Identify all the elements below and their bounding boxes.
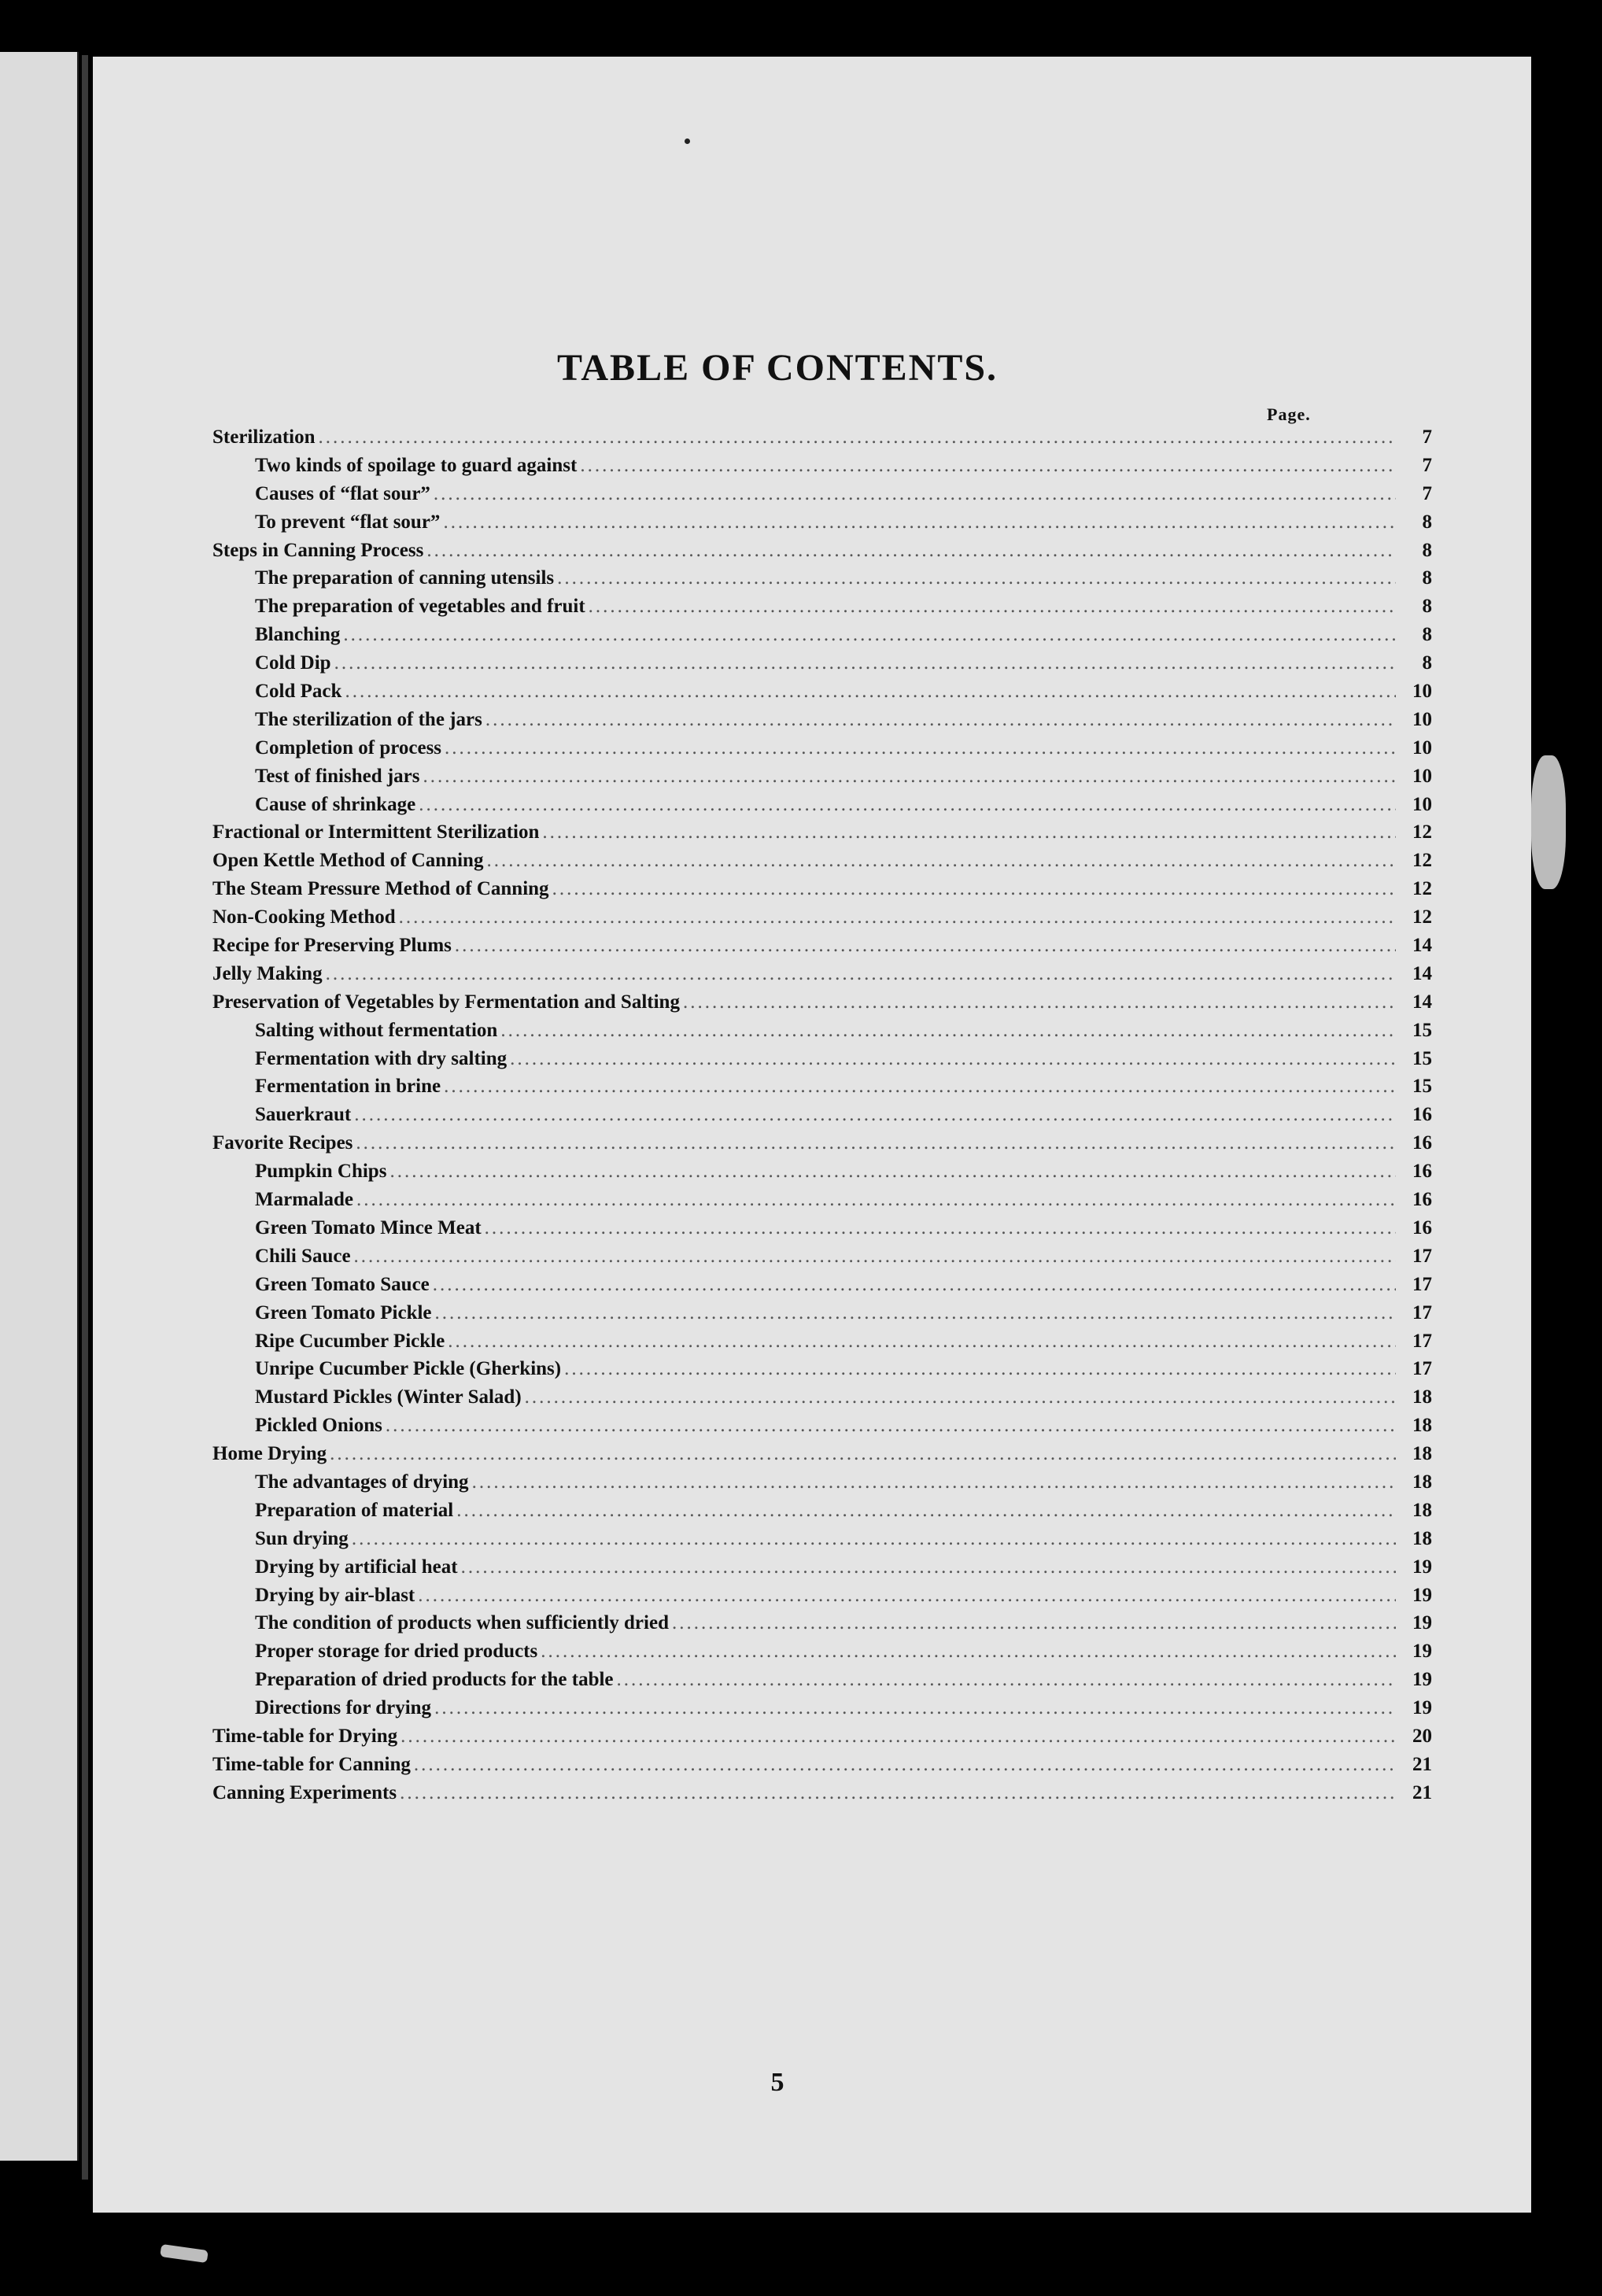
toc-entry bbox=[212, 1072, 1432, 1101]
toc-entry bbox=[212, 1129, 1432, 1157]
dot-leader bbox=[589, 592, 1396, 621]
dot-leader bbox=[433, 1271, 1396, 1299]
toc-entry-page: 17 bbox=[1412, 1273, 1432, 1295]
toc-entry-page: 17 bbox=[1412, 1330, 1432, 1352]
toc-entry bbox=[212, 1242, 1432, 1271]
toc-entry bbox=[212, 1271, 1432, 1299]
toc-entry-label: Two kinds of spoilage to guard against bbox=[255, 454, 578, 476]
toc-entry bbox=[212, 649, 1432, 677]
toc-entry-page: 8 bbox=[1422, 652, 1432, 674]
toc-entry bbox=[212, 1045, 1432, 1073]
toc-entry-page: 8 bbox=[1422, 596, 1432, 618]
toc-entry-page: 19 bbox=[1412, 1556, 1432, 1578]
toc-entry-page: 10 bbox=[1412, 765, 1432, 787]
toc-entry bbox=[212, 734, 1432, 762]
toc-entry-label: Pumpkin Chips bbox=[255, 1161, 387, 1183]
page-title: TABLE OF CONTENTS. bbox=[556, 347, 998, 389]
dot-leader bbox=[434, 1694, 1396, 1722]
toc-entry-page: 14 bbox=[1412, 991, 1432, 1013]
toc-entry bbox=[212, 1383, 1432, 1412]
toc-entry-page: 7 bbox=[1422, 454, 1432, 476]
toc-entry-label: Open Kettle Method of Canning bbox=[212, 850, 484, 872]
toc-entry-label: Fermentation with dry salting bbox=[255, 1047, 508, 1069]
toc-entry bbox=[212, 791, 1432, 819]
toc-entry bbox=[212, 537, 1432, 565]
toc-entry bbox=[212, 1101, 1432, 1129]
dot-leader bbox=[541, 1637, 1396, 1666]
toc-entry bbox=[212, 592, 1432, 621]
toc-entry bbox=[212, 621, 1432, 649]
toc-entry bbox=[212, 1779, 1432, 1807]
toc-entry-label: Cold Dip bbox=[255, 652, 331, 674]
dot-leader bbox=[557, 564, 1396, 592]
paper-stain bbox=[1531, 755, 1566, 889]
dot-leader bbox=[500, 1017, 1396, 1045]
toc-entry-page: 15 bbox=[1412, 1019, 1432, 1041]
toc-entry bbox=[212, 1017, 1432, 1045]
toc-entry-page: 16 bbox=[1412, 1104, 1432, 1126]
toc-entry-page: 12 bbox=[1412, 906, 1432, 928]
dot-leader bbox=[423, 762, 1396, 791]
toc-entry-label: Green Tomato Pickle bbox=[255, 1301, 432, 1323]
toc-entry bbox=[212, 1355, 1432, 1383]
dot-leader bbox=[389, 1157, 1396, 1186]
toc-entry-page: 15 bbox=[1412, 1076, 1432, 1098]
dot-leader bbox=[400, 1779, 1396, 1807]
dot-leader bbox=[617, 1666, 1396, 1694]
dot-leader bbox=[448, 1327, 1396, 1356]
toc-entry-page: 16 bbox=[1412, 1216, 1432, 1238]
toc-entry-page: 18 bbox=[1412, 1499, 1432, 1521]
toc-entry-page: 12 bbox=[1412, 878, 1432, 900]
dot-leader bbox=[434, 480, 1396, 508]
dot-leader bbox=[455, 932, 1396, 960]
toc-entry bbox=[212, 932, 1432, 960]
toc-entry bbox=[212, 1666, 1432, 1694]
toc-entry-page: 8 bbox=[1422, 539, 1432, 561]
toc-entry bbox=[212, 508, 1432, 537]
dot-leader bbox=[444, 1072, 1396, 1101]
toc-entry-page: 14 bbox=[1412, 962, 1432, 984]
toc-entry bbox=[212, 452, 1432, 480]
toc-entry bbox=[212, 1327, 1432, 1356]
toc-entry-label: Sterilization bbox=[212, 426, 316, 448]
dot-leader bbox=[356, 1186, 1396, 1214]
toc-entry-label: Preparation of dried products for the table bbox=[255, 1669, 614, 1691]
toc-entry bbox=[212, 1412, 1432, 1440]
toc-entry-page: 18 bbox=[1412, 1527, 1432, 1549]
dot-leader bbox=[472, 1468, 1396, 1497]
dot-leader bbox=[343, 621, 1396, 649]
dot-leader bbox=[485, 1214, 1396, 1242]
toc-entry bbox=[212, 480, 1432, 508]
toc-entry bbox=[212, 960, 1432, 988]
ink-speck bbox=[685, 138, 690, 144]
dot-leader bbox=[672, 1609, 1396, 1637]
toc-entry bbox=[212, 1582, 1432, 1610]
toc-entry-page: 18 bbox=[1412, 1443, 1432, 1465]
toc-entry bbox=[212, 1214, 1432, 1242]
toc-entry-label: Favorite Recipes bbox=[212, 1132, 353, 1154]
toc-entry-label: Time-table for Canning bbox=[212, 1753, 411, 1775]
facing-page-edge bbox=[0, 52, 79, 2161]
toc-entry-label: Drying by air-blast bbox=[255, 1584, 415, 1606]
toc-entry-label: Fractional or Intermittent Sterilization bbox=[212, 821, 540, 843]
toc-entry bbox=[212, 847, 1432, 875]
dot-leader bbox=[352, 1525, 1396, 1553]
toc-entry-page: 18 bbox=[1412, 1471, 1432, 1493]
paper-debris bbox=[160, 2244, 209, 2263]
toc-entry-page: 19 bbox=[1412, 1641, 1432, 1663]
toc-entry bbox=[212, 1553, 1432, 1582]
toc-entry bbox=[212, 564, 1432, 592]
toc-entry-page: 21 bbox=[1412, 1753, 1432, 1775]
dot-leader bbox=[456, 1497, 1396, 1525]
toc-entry-page: 19 bbox=[1412, 1669, 1432, 1691]
toc-entry bbox=[212, 1299, 1432, 1327]
dot-leader bbox=[580, 452, 1396, 480]
toc-entry-label: Drying by artificial heat bbox=[255, 1556, 458, 1578]
toc-entry-label: Chili Sauce bbox=[255, 1245, 351, 1267]
toc-entry bbox=[212, 677, 1432, 706]
toc-entry bbox=[212, 423, 1432, 452]
toc-entry-label: Directions for drying bbox=[255, 1697, 432, 1719]
toc-entry-page: 19 bbox=[1412, 1697, 1432, 1719]
toc-entry bbox=[212, 1497, 1432, 1525]
toc-entry-label: Non-Cooking Method bbox=[212, 906, 396, 928]
dot-leader bbox=[418, 1582, 1396, 1610]
toc-entry-label: Salting without fermentation bbox=[255, 1019, 498, 1041]
toc-entry-page: 12 bbox=[1412, 821, 1432, 843]
toc-entry bbox=[212, 1186, 1432, 1214]
dot-leader bbox=[400, 1722, 1396, 1751]
toc-entry-label: Sun drying bbox=[255, 1527, 349, 1549]
toc-entry-label: Proper storage for dried products bbox=[255, 1641, 538, 1663]
toc-entry-label: Jelly Making bbox=[212, 962, 323, 984]
toc-entry-label: Pickled Onions bbox=[255, 1415, 382, 1437]
dot-leader bbox=[485, 706, 1396, 734]
table-of-contents bbox=[212, 423, 1432, 1807]
toc-entry-label: Completion of process bbox=[255, 736, 442, 759]
toc-entry bbox=[212, 875, 1432, 903]
toc-entry bbox=[212, 903, 1432, 932]
toc-entry-page: 8 bbox=[1422, 567, 1432, 589]
dot-leader bbox=[354, 1242, 1396, 1271]
toc-entry-label: Blanching bbox=[255, 624, 341, 646]
dot-leader bbox=[564, 1355, 1396, 1383]
dot-leader bbox=[510, 1045, 1396, 1073]
dot-leader bbox=[443, 508, 1396, 537]
toc-entry bbox=[212, 1751, 1432, 1779]
toc-entry-page: 16 bbox=[1412, 1161, 1432, 1183]
toc-entry-page: 7 bbox=[1422, 426, 1432, 448]
toc-entry-label: Mustard Pickles (Winter Salad) bbox=[255, 1386, 522, 1408]
toc-entry-label: Sauerkraut bbox=[255, 1104, 352, 1126]
toc-entry bbox=[212, 1694, 1432, 1722]
toc-entry-label: Causes of “flat sour” bbox=[255, 482, 430, 504]
toc-entry-label: Preparation of material bbox=[255, 1499, 454, 1521]
dot-leader bbox=[386, 1412, 1396, 1440]
page-number: 5 bbox=[770, 2068, 784, 2097]
dot-leader bbox=[345, 677, 1396, 706]
dot-leader bbox=[426, 537, 1396, 565]
toc-entry-label: Canning Experiments bbox=[212, 1781, 397, 1803]
toc-entry-page: 18 bbox=[1412, 1386, 1432, 1408]
toc-entry-label: Cold Pack bbox=[255, 681, 342, 703]
toc-entry bbox=[212, 762, 1432, 791]
binding-gutter bbox=[82, 55, 88, 2180]
dot-leader bbox=[683, 988, 1396, 1017]
toc-entry-label: The sterilization of the jars bbox=[255, 708, 482, 730]
toc-entry bbox=[212, 818, 1432, 847]
dot-leader bbox=[319, 423, 1396, 452]
toc-entry-label: Cause of shrinkage bbox=[255, 793, 416, 815]
toc-entry-label: The condition of products when sufficiently dried bbox=[255, 1612, 669, 1634]
toc-entry bbox=[212, 1609, 1432, 1637]
toc-entry-label: Marmalade bbox=[255, 1189, 353, 1211]
toc-entry-page: 10 bbox=[1412, 708, 1432, 730]
toc-entry bbox=[212, 1440, 1432, 1468]
toc-entry-page: 19 bbox=[1412, 1584, 1432, 1606]
toc-entry-label: Time-table for Drying bbox=[212, 1725, 398, 1747]
toc-entry-label: The Steam Pressure Method of Canning bbox=[212, 878, 549, 900]
toc-entry-page: 10 bbox=[1412, 736, 1432, 759]
dot-leader bbox=[486, 847, 1396, 875]
toc-entry-page: 15 bbox=[1412, 1047, 1432, 1069]
toc-entry-page: 7 bbox=[1422, 482, 1432, 504]
toc-entry-page: 17 bbox=[1412, 1301, 1432, 1323]
toc-entry bbox=[212, 1525, 1432, 1553]
dot-leader bbox=[399, 903, 1396, 932]
dot-leader bbox=[334, 649, 1396, 677]
toc-entry-label: To prevent “flat sour” bbox=[255, 511, 441, 533]
dot-leader bbox=[414, 1751, 1396, 1779]
toc-entry bbox=[212, 988, 1432, 1017]
dot-leader bbox=[542, 818, 1396, 847]
dot-leader bbox=[419, 791, 1396, 819]
toc-entry-page: 21 bbox=[1412, 1781, 1432, 1803]
toc-entry-page: 18 bbox=[1412, 1415, 1432, 1437]
toc-entry-label: Test of finished jars bbox=[255, 765, 420, 787]
toc-entry-page: 8 bbox=[1422, 511, 1432, 533]
toc-entry-label: Recipe for Preserving Plums bbox=[212, 935, 452, 957]
toc-entry-page: 17 bbox=[1412, 1358, 1432, 1380]
page-column-heading: Page. bbox=[1267, 404, 1311, 424]
toc-entry-page: 19 bbox=[1412, 1612, 1432, 1634]
toc-entry-page: 12 bbox=[1412, 850, 1432, 872]
toc-entry-label: Preservation of Vegetables by Fermentation and Salting bbox=[212, 991, 680, 1013]
toc-entry-page: 10 bbox=[1412, 681, 1432, 703]
toc-entry-label: Fermentation in brine bbox=[255, 1076, 441, 1098]
dot-leader bbox=[552, 875, 1396, 903]
toc-entry-label: Steps in Canning Process bbox=[212, 539, 424, 561]
toc-entry-label: The preparation of vegetables and fruit bbox=[255, 596, 585, 618]
toc-entry-label: Green Tomato Mince Meat bbox=[255, 1216, 482, 1238]
toc-entry-page: 17 bbox=[1412, 1245, 1432, 1267]
toc-entry-label: Ripe Cucumber Pickle bbox=[255, 1330, 445, 1352]
toc-entry bbox=[212, 1637, 1432, 1666]
toc-entry bbox=[212, 1468, 1432, 1497]
dot-leader bbox=[356, 1129, 1396, 1157]
dot-leader bbox=[354, 1101, 1396, 1129]
toc-entry-page: 8 bbox=[1422, 624, 1432, 646]
toc-entry bbox=[212, 1722, 1432, 1751]
toc-entry-label: The advantages of drying bbox=[255, 1471, 469, 1493]
toc-entry bbox=[212, 1157, 1432, 1186]
toc-entry-label: Home Drying bbox=[212, 1443, 327, 1465]
toc-entry-page: 16 bbox=[1412, 1132, 1432, 1154]
dot-leader bbox=[525, 1383, 1396, 1412]
document-page bbox=[93, 57, 1531, 2213]
dot-leader bbox=[445, 734, 1396, 762]
dot-leader bbox=[330, 1440, 1396, 1468]
dot-leader bbox=[326, 960, 1396, 988]
toc-entry-label: The preparation of canning utensils bbox=[255, 567, 555, 589]
toc-entry-page: 10 bbox=[1412, 793, 1432, 815]
toc-entry-page: 20 bbox=[1412, 1725, 1432, 1747]
dot-leader bbox=[435, 1299, 1396, 1327]
dot-leader bbox=[461, 1553, 1396, 1582]
toc-entry bbox=[212, 706, 1432, 734]
toc-entry-label: Unripe Cucumber Pickle (Gherkins) bbox=[255, 1358, 562, 1380]
toc-entry-page: 16 bbox=[1412, 1189, 1432, 1211]
toc-entry-page: 14 bbox=[1412, 935, 1432, 957]
toc-entry-label: Green Tomato Sauce bbox=[255, 1273, 430, 1295]
